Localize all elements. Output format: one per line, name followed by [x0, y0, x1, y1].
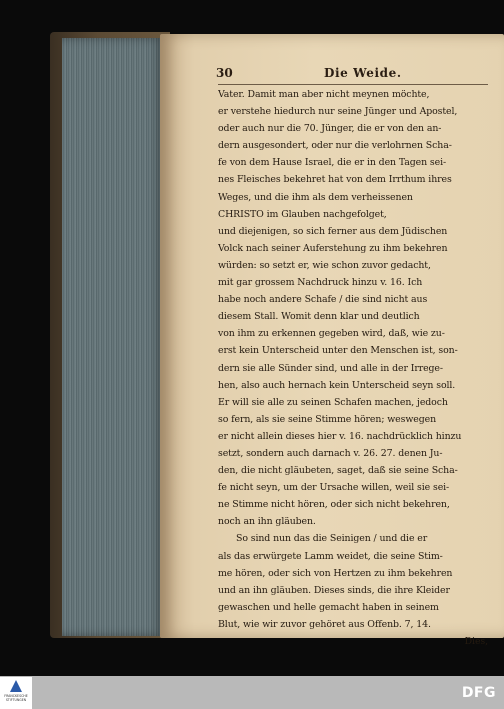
text-line: dern sie alle Sünder sind, und alle in der Irrege- — [218, 362, 443, 374]
text-line: diesem Stall. Womit denn klar und deutlich — [218, 311, 420, 323]
text-line: Weges, und die ihm als dem verheissenen — [218, 191, 413, 203]
page-edges — [62, 38, 166, 636]
text-line: so fern, als sie seine Stimme hören; weswegen — [218, 413, 437, 425]
text-line: erst kein Unterscheid unter den Menschen ist, son- — [218, 345, 458, 357]
logo-text: FRANCKESCHE STIFTUNGEN — [4, 694, 28, 702]
text-line: ne Stimme nicht hören, oder sich nicht bekehren, — [218, 499, 450, 511]
text-line: fe von dem Hause Israel, die er in den Tagen sei- — [218, 157, 447, 169]
text-line: Vater. Damit man aber nicht meynen möchte, — [218, 89, 430, 100]
text-line: Er will sie alle zu seinen Schafen machen, jedoch — [218, 396, 448, 408]
text-line: me hören, oder sich von Hertzen zu ihm bekehren — [218, 567, 453, 579]
text-line: würden: so setzt er, wie schon zuvor gedacht, — [218, 259, 431, 271]
text-line: habe noch andere Schafe / die sind nicht aus — [218, 294, 428, 306]
text-line: hen, also auch hernach kein Unterscheid seyn soll. — [218, 379, 456, 391]
header-rule — [218, 84, 488, 85]
text-line: Volck nach seiner Auferstehung zu ihm bekehren — [218, 242, 448, 254]
logo-icon — [10, 680, 22, 692]
text-line: gewaschen und helle gemacht haben in seinem — [218, 601, 439, 613]
text-line: mit gar grossem Nachdruck hinzu v. 16. Ich — [218, 277, 423, 289]
catchword: Dies, — [464, 636, 488, 647]
page-header — [216, 66, 486, 84]
page-number: 30 — [216, 66, 233, 80]
text-line: und an ihn gläuben. Dieses sinds, die ihre Kleider — [218, 584, 450, 596]
running-head: Die Weide. — [324, 66, 402, 80]
text-line: fe nicht seyn, um der Ursache willen, weil sie sei- — [218, 482, 450, 494]
text-line: nes Fleisches bekehret hat von dem Irrthum ihres — [218, 174, 452, 186]
viewer-footer — [0, 676, 504, 709]
text-line: als das erwürgete Lamm weidet, die seine Stim- — [218, 550, 443, 562]
text-line: von ihm zu erkennen gegeben wird, daß, wie zu- — [218, 328, 445, 340]
text-line: und diejenigen, so sich ferner aus dem Jüdischen — [218, 225, 448, 237]
institution-logo[interactable] — [0, 677, 32, 709]
text-line: setzt, sondern auch darnach v. 26. 27. denen Ju- — [218, 447, 443, 459]
body-text — [218, 86, 488, 650]
text-line: oder auch nur die 70. Jünger, die er von den an- — [218, 123, 442, 135]
dfg-logo[interactable]: DFG — [461, 685, 496, 701]
text-line: er verstehe hiedurch nur seine Jünger und Apostel, — [218, 106, 458, 118]
text-line: Blut, wie wir zuvor gehöret aus Offenb. 7, 14. — [218, 618, 431, 630]
text-line: CHRISTO im Glauben nachgefolget, — [218, 208, 387, 220]
text-line: er nicht allein dieses hier v. 16. nachdrücklich hinzu — [218, 430, 462, 442]
text-line: den, die nicht gläubeten, saget, daß sie seine Scha- — [218, 465, 458, 477]
text-line: noch an ihn gläuben. — [218, 516, 316, 528]
text-line: dern ausgesondert, oder nur die verlohrnen Scha- — [218, 140, 452, 152]
text-line: So sind nun das die Seinigen / und die er — [236, 533, 428, 545]
